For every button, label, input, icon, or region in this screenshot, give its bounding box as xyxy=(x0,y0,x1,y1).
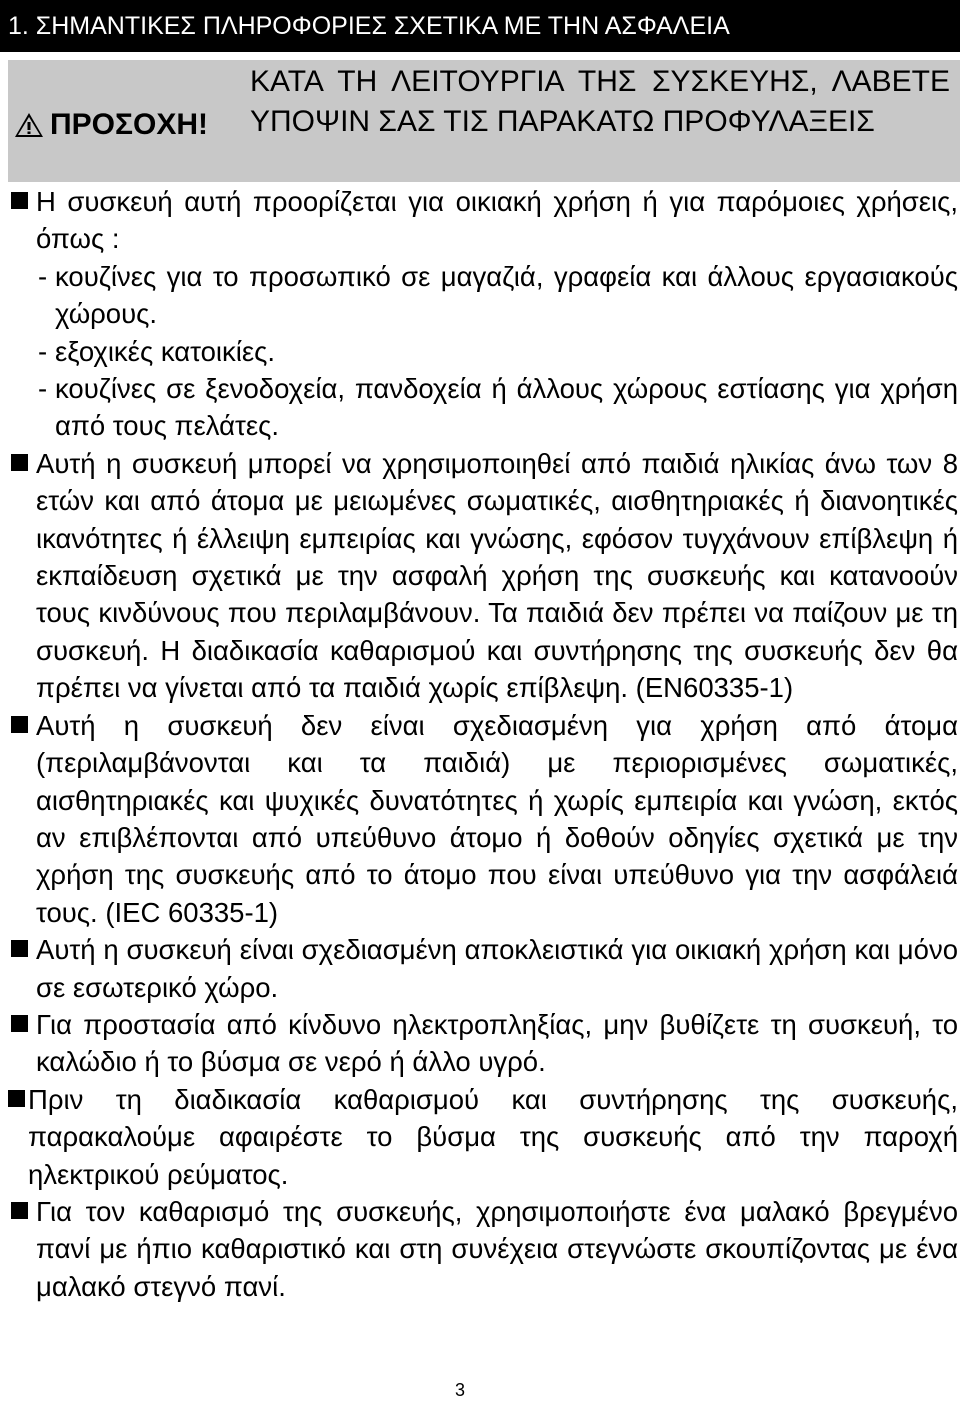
page-number: 3 xyxy=(454,1380,465,1400)
warning-text: ΚΑΤΑ ΤΗ ΛΕΙΤΟΥΡΓΙΑ ΤΗΣ ΣΥΣΚΕΥΗΣ, ΛΑΒΕΤΕ ΥΠΟΨΙΝ ΣΑΣ ΤΙΣ ΠΑΡΑΚΑΤΩ ΠΡΟΦΥΛΑΞΕΙΣ xyxy=(250,65,950,138)
warning-box xyxy=(8,60,960,182)
bullet-text: Για τον καθαρισμό της συσκευής, χρησιμοποιήστε ένα μαλακό βρεγμένο πανί με ήπιο καθαριστικό και στη συνέχεια στεγνώστε σκουπίζοντας με ένα μαλακό στεγνό πανί. xyxy=(36,1195,958,1302)
bullet-square-icon xyxy=(11,716,28,733)
dash-icon: - xyxy=(38,335,48,367)
bullet-text: Πριν τη διαδικασία καθαρισμού και συντήρησης της συσκευής, παρακαλούμε αφαιρέστε το βύσμα της συσκευής από την παροχή ηλεκτρικού ρεύματος. xyxy=(28,1083,958,1190)
bullet-square-icon xyxy=(11,454,28,471)
bullet-item xyxy=(8,183,958,258)
bullet-item xyxy=(8,707,958,931)
bullet-item xyxy=(8,1006,958,1081)
bullet-text: Για προστασία από κίνδυνο ηλεκτροπληξίας, μην βυθίζετε τη συσκευή, το καλώδιο ή το βύσμα σε νερό ή άλλο υγρό. xyxy=(36,1008,958,1078)
sub-item xyxy=(8,258,958,333)
bullet-square-icon xyxy=(11,940,28,957)
warning-label-group xyxy=(14,105,208,145)
sub-item-text: εξοχικές κατοικίες. xyxy=(55,335,276,367)
sub-item xyxy=(8,370,958,445)
bullet-square-icon xyxy=(11,192,28,209)
bullet-item xyxy=(8,1193,958,1305)
safety-instructions xyxy=(8,183,958,1305)
bullet-item xyxy=(8,445,958,707)
dash-icon: - xyxy=(38,373,48,405)
warning-triangle-icon xyxy=(14,112,44,138)
bullet-square-icon xyxy=(11,1015,28,1032)
bullet-text: Αυτή η συσκευή μπορεί να χρησιμοποιηθεί από παιδιά ηλικίας άνω των 8 ετών και από άτομα με μειωμένες σωματικές, αισθητηριακές ή διανοητικές ικανότητες ή έλλειψη εμπειρίας και γνώσης, εφόσον τυγχάνουν επίβλεψη ή εκπαίδευση σχετικά με την ασφαλή χρήση της συσκευής και κατανοούν τους κινδύνους που περιλαμβάνουν. Τα παιδιά δεν πρέπει να παίζουν με τη συσκευή. Η διαδικασία καθαρισμού και συντήρησης της συσκευής δεν θα πρέπει να γίνεται από τα παιδιά χωρίς επίβλεψη. (EN60335-1) xyxy=(36,447,958,704)
bullet-text: Αυτή η συσκευή δεν είναι σχεδιασμένη για χρήση από άτομα (περιλαμβάνονται και τα παιδιά) με περιορισμένες σωματικές, αισθητηριακές και ψυχικές δυνατότητες ή χωρίς εμπειρία και γνώση, εκτός αν επιβλέπονται από υπεύθυνο άτομο ή δοθούν οδηγίες σχετικά με την χρήση της συσκευής από το άτομο που είναι υπεύθυνο για την ασφάλειά τους. (IEC 60335-1) xyxy=(36,709,958,928)
bullet-item xyxy=(8,931,958,1006)
sub-item-text: κουζίνες για το προσωπικό σε μαγαζιά, γραφεία και άλλους εργασιακούς χώρους. xyxy=(55,260,958,330)
dash-icon: - xyxy=(38,260,48,292)
bullet-text: Η συσκευή αυτή προορίζεται για οικιακή χρήση ή για παρόμοιες χρήσεις, όπως : xyxy=(36,186,958,255)
sub-item xyxy=(8,333,958,370)
sub-item-text: κουζίνες σε ξενοδοχεία, πανδοχεία ή άλλους χώρους εστίασης για χρήση από τους πελάτες. xyxy=(55,373,958,442)
bullet-text: Αυτή η συσκευή είναι σχεδιασμένη αποκλειστικά για οικιακή χρήση και μόνο σε εσωτερικό χώρο. xyxy=(36,934,958,1003)
warning-label: ΠΡΟΣΟΧΗ! xyxy=(50,108,209,141)
bullet-item xyxy=(8,1081,958,1193)
section-title: 1. ΣΗΜΑΝΤΙΚΕΣ ΠΛΗΡΟΦΟΡΙΕΣ ΣΧΕΤΙΚΑ ΜΕ ΤΗΝ ΑΣΦΑΛΕΙΑ xyxy=(0,0,960,52)
bullet-square-icon xyxy=(11,1202,28,1219)
bullet-square-icon xyxy=(8,1090,25,1107)
